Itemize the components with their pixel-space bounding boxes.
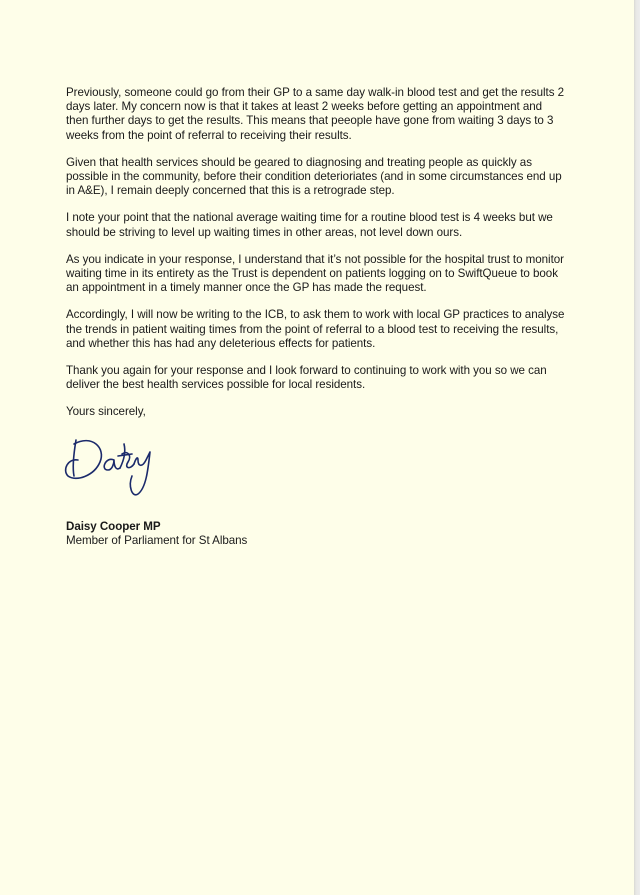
letter-body xyxy=(66,86,566,548)
signatory-name: Daisy Cooper MP xyxy=(66,519,161,533)
paragraph-previous-service: Previously, someone could go from their GP to a same day walk-in blood test and get the results 2 days later. My concern now is that it takes at least 2 weeks before getting an appointment and then further days to get the results. This means that peeople have gone from waiting 3 days to 3 weeks from the point of referral to receiving their results. xyxy=(66,86,565,142)
paragraph-icb: Accordingly, I will now be writing to the ICB, to ask them to work with local GP practices to analyse the trends in patient waiting times from the point of referral to a blood test to receiving the results, and whether this has had any deleterious effects for patients. xyxy=(66,308,565,350)
paragraph-concern: Given that health services should be geared to diagnosing and treating people as quickly as possible in the community, before their condition deterioriates (and in some circumstances end up in A&E), I remain deeply concerned that this is a retrograde step. xyxy=(66,155,562,198)
closing-salutation: Yours sincerely, xyxy=(66,405,146,419)
paragraph-monitoring: As you indicate in your response, I understand that it’s not possible for the hospital trust to monitor waiting time in its entirety as the Trust is dependent on patients logging on to SwiftQueue to book an appointment in a timely manner once the GP has made the request. xyxy=(66,252,564,295)
signatory-title: Member of Parliament for St Albans xyxy=(66,533,248,547)
page-edge-divider xyxy=(634,0,640,895)
paragraph-thanks: Thank you again for your response and I look forward to continuing to work with you so we can deliver the best health services possible for local residents. xyxy=(66,364,547,392)
signature-icon xyxy=(62,430,162,510)
paragraph-national-average: I note your point that the national average waiting time for a routine blood test is 4 weeks but we should be striving to level up waiting times in other areas, not level down ours. xyxy=(66,211,553,239)
